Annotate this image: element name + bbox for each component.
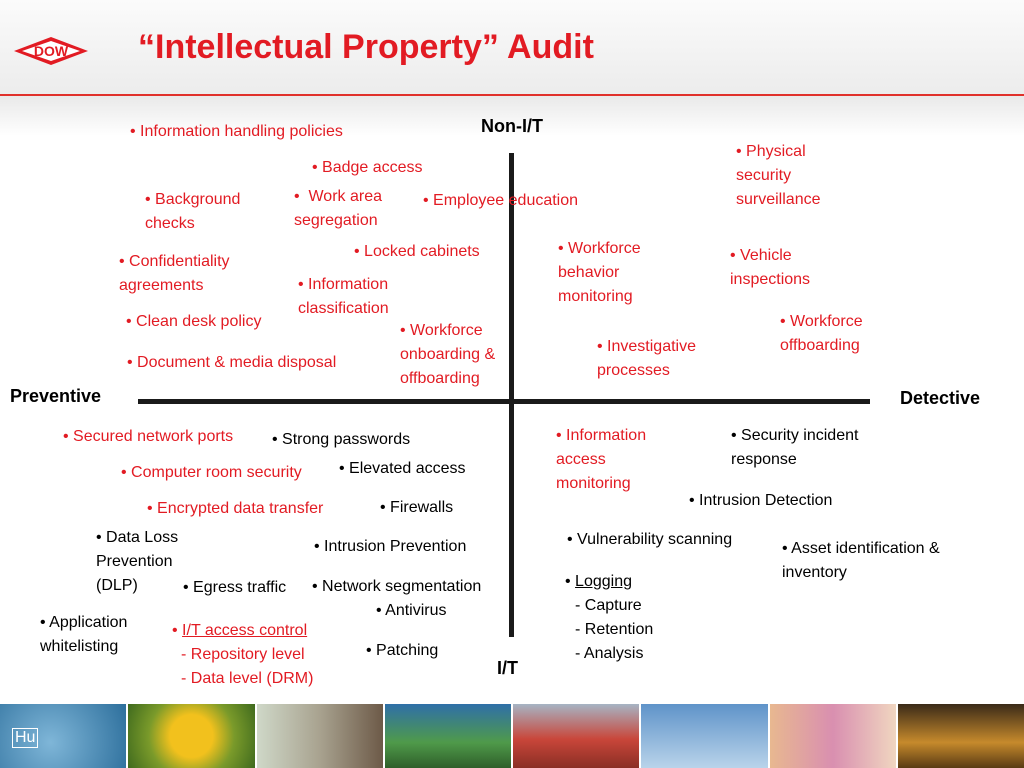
control-item: • Asset identification & inventory: [782, 540, 940, 581]
control-item-logging: [565, 570, 632, 594]
control-item: • Security incident response: [731, 427, 859, 468]
control-item: • Data Loss Prevention (DLP): [96, 529, 179, 594]
logo-text: DOW: [33, 43, 69, 59]
control-subitems: - Capture - Retention - Analysis: [575, 597, 654, 662]
control-item-it-access: [172, 619, 307, 643]
control-item: • Intrusion Detection: [689, 492, 833, 509]
control-item: • Workforce onboarding & offboarding: [400, 322, 496, 387]
control-item: • Workforce behavior monitoring: [558, 240, 641, 305]
control-item: • Investigative processes: [597, 338, 696, 379]
control-item: • Confidentiality agreements: [119, 253, 230, 294]
hu-badge: Hu: [12, 728, 38, 748]
control-item: • Elevated access: [339, 460, 466, 477]
control-item: • Information classification: [298, 276, 389, 317]
control-item: • Information handling policies: [130, 123, 343, 140]
control-item: • Egress traffic: [183, 579, 287, 596]
sunflower-photo: [128, 704, 254, 768]
control-item: • Firewalls: [380, 499, 454, 516]
axis-label-top: Non-I/T: [481, 116, 543, 136]
control-item: • Background checks: [145, 191, 241, 232]
control-subitems: - Repository level - Data level (DRM): [181, 646, 314, 687]
logging-label: Logging: [575, 573, 632, 590]
control-item: • Application whitelisting: [40, 614, 128, 655]
bullet: •: [565, 573, 576, 590]
horizontal-axis: [138, 399, 870, 404]
control-item: • Computer room security: [121, 464, 302, 481]
axis-label-right: Detective: [900, 388, 981, 408]
control-item: • Patching: [366, 642, 439, 659]
axis-label-left: Preventive: [10, 386, 102, 406]
control-item: • Intrusion Prevention: [314, 538, 467, 555]
wind-turbines-photo: [641, 704, 767, 768]
plant-night-photo: [898, 704, 1024, 768]
it-access-label: I/T access control: [182, 622, 308, 639]
vertical-axis: [509, 153, 514, 637]
offshore-rig-photo: [513, 704, 639, 768]
control-item: • Encrypted data transfer: [147, 500, 324, 517]
control-item: • Vehicle inspections: [730, 247, 811, 288]
control-item: • Physical security surveillance: [736, 143, 821, 208]
axis-label-bottom: I/T: [497, 658, 518, 678]
control-item: • Antivirus: [376, 602, 447, 619]
control-item: • Document & media disposal: [127, 354, 337, 371]
children-photo: [770, 704, 896, 768]
slide-title: “Intellectual Property” Audit: [138, 28, 594, 66]
family-photo: [257, 704, 383, 768]
control-item: • Clean desk policy: [126, 313, 262, 330]
footer-photo-strip: [0, 704, 1024, 768]
control-item: • Employee education: [423, 192, 579, 209]
control-item: • Badge access: [312, 159, 423, 176]
control-item: • Workforce offboarding: [780, 313, 863, 354]
control-item: • Strong passwords: [272, 431, 411, 448]
control-item: • Vulnerability scanning: [567, 531, 733, 548]
control-item: • Locked cabinets: [354, 243, 480, 260]
control-item: • Work area segregation: [294, 188, 382, 229]
control-item: • Network segmentation: [312, 578, 482, 595]
bullet: •: [172, 622, 183, 639]
crops-photo: [385, 704, 511, 768]
control-item: • Secured network ports: [63, 428, 234, 445]
dow-logo: [12, 34, 90, 68]
control-item: • Information access monitoring: [556, 427, 647, 492]
